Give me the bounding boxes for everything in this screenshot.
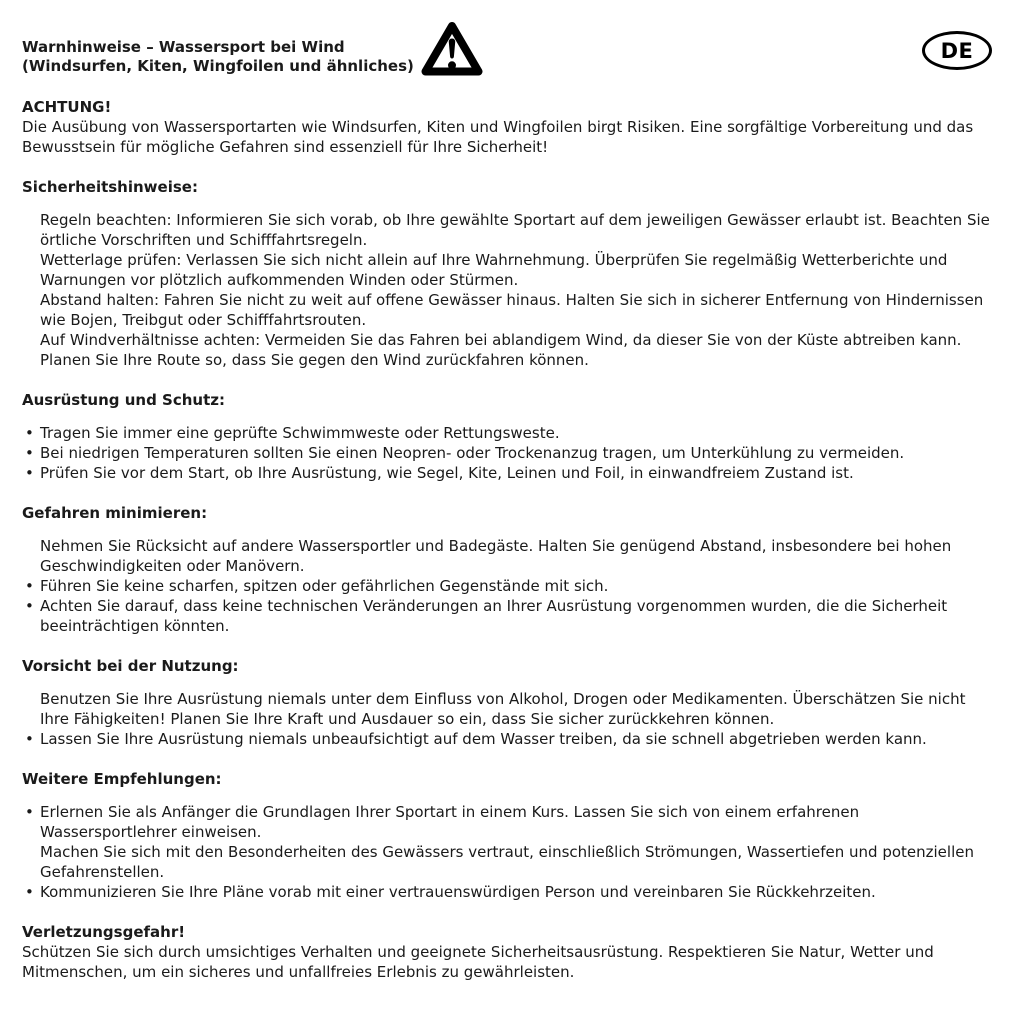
page-title [22,38,414,76]
bullet-text: Prüfen Sie vor dem Start, ob Ihre Ausrüstung, wie Segel, Kite, Leinen und Foil, in einwandfreiem Zustand ist. [40,464,854,482]
bullet-item [22,802,992,842]
language-badge-label: DE [940,38,974,63]
bullet-text: Führen Sie keine scharfen, spitzen oder gefährlichen Gegenstände mit sich. [40,577,609,595]
bullet-marker: • [25,424,34,442]
bullet-text: Erlernen Sie als Anfänger die Grundlagen Ihrer Sportart in einem Kurs. Lassen Sie sich von einem erfahrenen Wassersportlehrer einweisen. [40,803,860,841]
section-vorsicht-bei-der-nutzung [22,656,992,749]
paragraph: Auf Windverhältnisse achten: Vermeiden Sie das Fahren bei ablandigem Wind, da dieser Sie von der Küste abtreiben kann. Planen Sie Ihre Route so, dass Sie gegen den Wind zurückfahren können. [40,331,962,369]
page-title-line1: Warnhinweise – Wassersport bei Wind [22,38,345,56]
document-header [22,16,992,83]
bullet-marker: • [25,883,34,901]
bullet-item [22,729,992,749]
section-blocks [22,210,992,370]
document-body [22,97,992,982]
section-blocks [22,689,992,749]
bullet-marker: • [25,444,34,462]
paragraph: Machen Sie sich mit den Besonderheiten des Gewässers vertraut, einschließlich Strömungen, Wassertiefen und potenziellen Gefahrenstellen. [40,843,974,881]
bullet-marker: • [25,730,34,748]
bullet-text: Kommunizieren Sie Ihre Pläne vorab mit einer vertrauenswürdigen Person und vereinbaren Sie Rückkehrzeiten. [40,883,876,901]
page-title-line2: (Windsurfen, Kiten, Wingfoilen und ähnliches) [22,57,414,75]
section-blocks [22,942,992,982]
section-blocks [22,536,992,636]
bullet-item [22,423,992,443]
bullet-marker: • [25,464,34,482]
paragraph: Regeln beachten: Informieren Sie sich vorab, ob Ihre gewählte Sportart auf dem jeweiligen Gewässer erlaubt ist. Beachten Sie örtliche Vorschriften und Schifffahrtsregeln. [40,211,990,249]
bullet-marker: • [25,577,34,595]
section-heading: Weitere Empfehlungen: [22,770,222,788]
section-heading: Verletzungsgefahr! [22,923,186,941]
section-achtung [22,97,992,157]
bullet-marker: • [25,597,34,615]
paragraph: Nehmen Sie Rücksicht auf andere Wassersportler und Badegäste. Halten Sie genügend Abstand, insbesondere bei hohen Geschwindigkeiten oder Manövern. [40,537,952,575]
section-heading: Vorsicht bei der Nutzung: [22,657,239,675]
bullet-item [22,576,992,596]
section-ausruestung-und-schutz [22,390,992,483]
section-verletzungsgefahr [22,922,992,982]
section-blocks [22,117,992,157]
section-heading: Sicherheitshinweise: [22,178,198,196]
paragraph: Die Ausübung von Wassersportarten wie Windsurfen, Kiten und Wingfoilen birgt Risiken. Eine sorgfältige Vorbereitung und das Bewusstsein für mögliche Gefahren sind essenziell für Ihre Sicherheit! [22,118,974,156]
section-gefahren-minimieren [22,503,992,636]
language-badge [922,31,992,70]
paragraph: Wetterlage prüfen: Verlassen Sie sich nicht allein auf Ihre Wahrnehmung. Überprüfen Sie regelmäßig Wetterberichte und Warnungen vor plötzlich aufkommenden Winden oder Stürmen. [40,251,948,289]
bullet-marker: • [25,803,34,821]
section-sicherheitshinweise [22,177,992,370]
section-heading: ACHTUNG! [22,98,112,116]
bullet-item [22,463,992,483]
bullet-item [22,596,992,636]
bullet-text: Achten Sie darauf, dass keine technischen Veränderungen an Ihrer Ausrüstung vorgenommen wurden, die die Sicherheit beeinträchtigen könnten. [40,597,948,635]
paragraph: Benutzen Sie Ihre Ausrüstung niemals unter dem Einfluss von Alkohol, Drogen oder Medikamenten. Überschätzen Sie nicht Ihre Fähigkeiten! Planen Sie Ihre Kraft und Ausdauer so ein, dass Sie sicher zurückkehren können. [40,690,966,728]
bullet-text: Bei niedrigen Temperaturen sollten Sie einen Neopren- oder Trockenanzug tragen, um Unterkühlung zu vermeiden. [40,444,905,462]
section-blocks [22,802,992,902]
bullet-text: Lassen Sie Ihre Ausrüstung niemals unbeaufsichtigt auf dem Wasser treiben, da sie schnell abgetrieben werden kann. [40,730,927,748]
section-heading: Ausrüstung und Schutz: [22,391,225,409]
bullet-item [22,443,992,463]
paragraph: Schützen Sie sich durch umsichtiges Verhalten und geeignete Sicherheitsausrüstung. Respektieren Sie Natur, Wetter und Mitmenschen, um ein sicheres und unfallfreies Erlebnis zu gewährleisten. [22,943,934,981]
section-weitere-empfehlungen [22,769,992,902]
warning-triangle-exclamation-icon [421,20,483,83]
section-heading: Gefahren minimieren: [22,504,208,522]
paragraph: Abstand halten: Fahren Sie nicht zu weit auf offene Gewässer hinaus. Halten Sie sich in sicherer Entfernung von Hindernissen wie Bojen, Treibgut oder Schifffahrtsrouten. [40,291,984,329]
section-blocks [22,423,992,483]
bullet-item [22,882,992,902]
bullet-text: Tragen Sie immer eine geprüfte Schwimmweste oder Rettungsweste. [40,424,560,442]
